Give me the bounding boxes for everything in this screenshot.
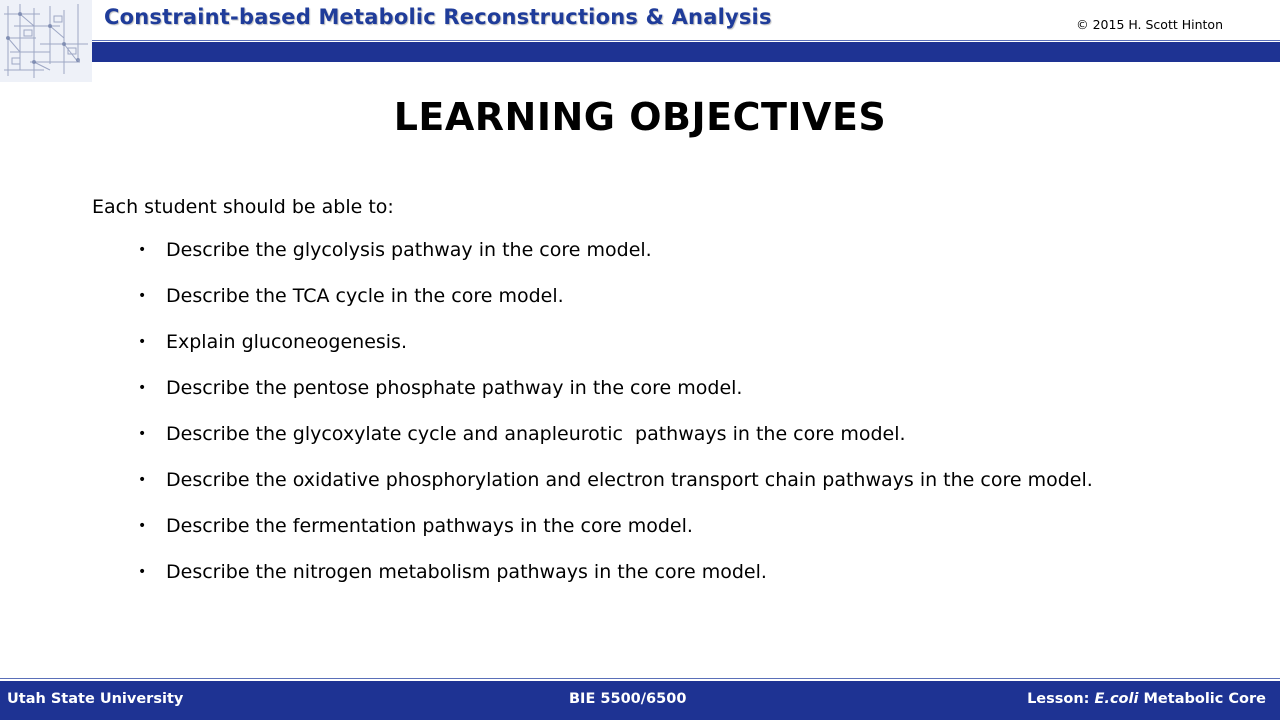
- bullet-icon: •: [138, 288, 147, 304]
- footer-lesson: [1027, 691, 1266, 707]
- bullet-icon: •: [138, 564, 147, 580]
- bullet-icon: •: [138, 426, 147, 442]
- objective-text: Describe the fermentation pathways in the core model.: [166, 515, 693, 537]
- objective-item: [138, 512, 1148, 541]
- footer-course-code: BIE 5500/6500: [569, 691, 687, 707]
- objective-item: [138, 420, 1148, 449]
- header-divider-thin: [92, 40, 1280, 41]
- course-title: Constraint-based Metabolic Reconstructions & Analysis: [104, 5, 772, 29]
- objective-text: Describe the glycolysis pathway in the core model.: [166, 239, 652, 261]
- objectives-intro: Each student should be able to:: [92, 196, 394, 218]
- objective-item: [138, 328, 1148, 357]
- slide-title: LEARNING OBJECTIVES: [393, 95, 887, 139]
- objective-text: Describe the glycoxylate cycle and anapleurotic pathways in the core model.: [166, 423, 906, 445]
- bullet-icon: •: [138, 242, 147, 258]
- footer-divider-thin: [0, 678, 1280, 679]
- objective-text: Describe the pentose phosphate pathway in the core model.: [166, 377, 743, 399]
- metabolic-network-logo-icon: [0, 0, 92, 82]
- footer-university: Utah State University: [7, 691, 184, 707]
- bullet-icon: •: [138, 472, 147, 488]
- objective-item: [138, 374, 1148, 403]
- header-divider-bar: [92, 42, 1280, 62]
- objective-text: Explain gluconeogenesis.: [166, 331, 407, 353]
- footer-lesson-prefix: Lesson:: [1027, 691, 1095, 707]
- objective-text: Describe the oxidative phosphorylation and electron transport chain pathways in the core model.: [166, 469, 1093, 491]
- footer-lesson-organism: E.coli: [1094, 691, 1139, 707]
- bullet-icon: •: [138, 380, 147, 396]
- objective-item: [138, 282, 1148, 311]
- footer-lesson-suffix: Metabolic Core: [1138, 691, 1266, 707]
- objective-item: [138, 558, 1148, 587]
- footer-bar: [0, 681, 1280, 720]
- objective-text: Describe the TCA cycle in the core model.: [166, 285, 564, 307]
- bullet-icon: •: [138, 334, 147, 350]
- bullet-icon: •: [138, 518, 147, 534]
- objectives-list: [138, 236, 1148, 604]
- objective-item: [138, 466, 1148, 495]
- objective-text: Describe the nitrogen metabolism pathways in the core model.: [166, 561, 767, 583]
- copyright-notice: © 2015 H. Scott Hinton: [1076, 17, 1223, 32]
- objective-item: [138, 236, 1148, 265]
